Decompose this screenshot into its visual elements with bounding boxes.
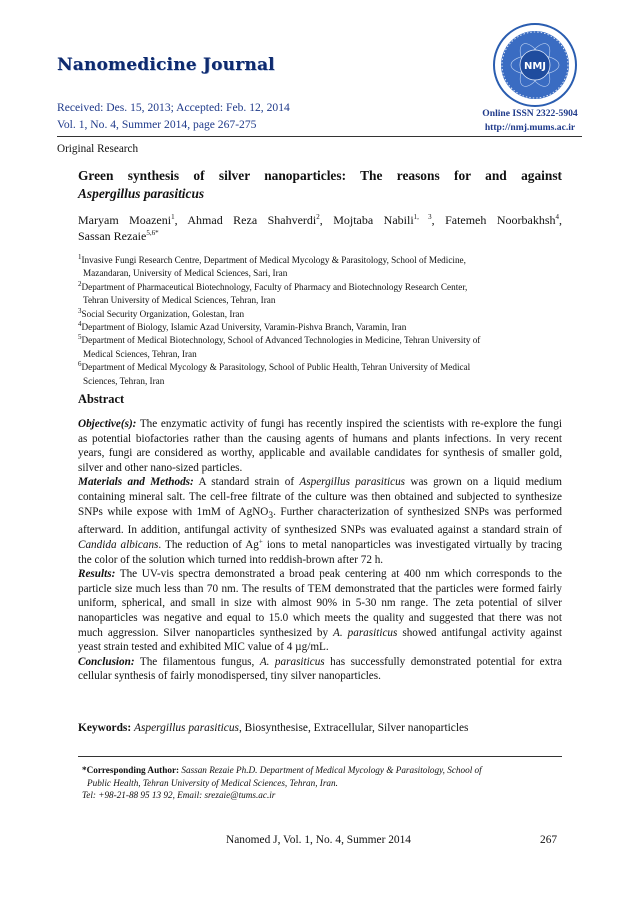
journal-logo (492, 22, 578, 108)
corresponding-line: Public Health, Tehran University of Medical Sciences, Tehran, Iran. (87, 777, 338, 788)
abstract-objective: Objective(s): The enzymatic activity of fungi has recently inspired the scientists with re-explore the fungi as potential biofactories rather than the causing agents of humans and plants infections. In very recent years, fungi are considered as worthy, applicable and available candidates for synthesis of smaller gold, silver and other nano-sized particles. (78, 418, 562, 474)
submission-info (57, 99, 290, 133)
affiliation-item-cont: Tehran University of Medical Sciences, Tehran, Iran (83, 295, 276, 306)
abstract-heading: Abstract (78, 392, 125, 406)
affiliation-item-cont: Mazandaran, University of Medical Sciences, Sari, Iran (83, 268, 288, 279)
affiliation-item-cont: Sciences, Tehran, Iran (83, 375, 165, 386)
title-line: Green synthesis of silver nanoparticles: The reasons for and against (78, 168, 562, 183)
logo-monogram: NMJ (523, 61, 547, 72)
affiliation-item: $^6$Department of Medical Mycology & Parasitology, School of Public Health, Tehran University of Medical (78, 360, 471, 373)
affiliation-item-cont: Medical Sciences, Tehran, Iran (83, 348, 197, 359)
title-species: Aspergillus parasiticus (78, 186, 205, 201)
footer-citation: Nanomed J, Vol. 1, No. 4, Summer 2014 (226, 834, 411, 846)
author-affil-ref: 4 (555, 213, 559, 221)
author-list: Maryam Moazeni$^1$, Ahmad Reza Shahverdi$^2$, Mojtaba Nabili$^{1, 3}$, Fatemeh Noorbakhsh$^4$, Sassan Rezaie$^{5,6*}$ (78, 213, 562, 243)
page-number: 267 (540, 834, 558, 846)
affiliation-item: $^5$Department of Medical Biotechnology, School of Advanced Technologies in Medicine, Tehran University of (78, 333, 481, 346)
corresponding-author (82, 764, 562, 802)
author-affil-ref: 1, 3 (413, 213, 432, 221)
author-name: Fatemeh Noorbakhsh (445, 213, 556, 227)
author-name: Mojtaba Nabili (333, 213, 414, 227)
author-affil-ref: 5,6* (146, 229, 159, 237)
affiliation-item: $^3$Social Security Organization, Golestan, Iran (78, 306, 245, 319)
corresponding-line: Sassan Rezaie Ph.D. Department of Medical Mycology & Parasitology, School of (181, 765, 482, 775)
keyword-species: Aspergillus parasiticus (134, 722, 239, 734)
header-divider (57, 136, 582, 137)
affiliations (78, 254, 562, 388)
paper-title (78, 167, 562, 203)
keywords-label: Keywords: (78, 722, 132, 734)
keywords (78, 722, 562, 734)
abstract-conclusion: Conclusion: The filamentous fungus, A. parasiticus has successfully demonstrated potential for extra cellular synthesis of fairly monodispersed, tiny silver nanoparticles. (78, 655, 563, 683)
abstract-body (78, 417, 562, 684)
author-name: Sassan Rezaie (78, 229, 147, 243)
affiliation-item: $^1$Invasive Fungi Research Centre, Department of Medical Mycology & Parasitology, School of Medicine, (78, 252, 466, 265)
author-name: Maryam Moazeni (78, 213, 172, 227)
footnote-divider (78, 756, 562, 757)
affiliation-item: $^2$Department of Pharmaceutical Biotechnology, Faculty of Pharmacy and Biotechnology Research Center, (78, 279, 468, 292)
journal-title: Nanomedicine Journal (57, 55, 275, 75)
journal-url[interactable]: http://nmj.mums.ac.ir (484, 122, 576, 133)
affiliation-item: $^4$Department of Biology, Islamic Azad University, Varamin-Pishva Branch, Varamin, Iran (78, 319, 407, 333)
received-line: Received: Des. 15, 2013; Accepted: Feb. 12, 2014 (57, 101, 290, 114)
corresponding-contact: Tel: +98-21-88 95 13 92, Email: srezaie@tums.ac.ir (82, 790, 276, 801)
author-affil-ref: 2 (316, 213, 320, 221)
keyword-list: , Biosynthesise, Extracellular, Silver nanoparticles (238, 722, 469, 734)
volume-line: Vol. 1, No. 4, Summer 2014, page 267-275 (57, 118, 257, 131)
author-affil-ref: 1 (171, 213, 175, 221)
section-label: Original Research (57, 143, 139, 155)
abstract-results: Results: The UV-vis spectra demonstrated a broad peak centering at 400 nm which corresponds to the particle size much less than 70 nm. The results of TEM demonstrated that the particles were formed fairly uniform, spherical, and small in size with almost 90% in 5-30 nm range. The zeta potential of silver nanoparticles was negative and equal to 15.0 which meets the quality and suggested that there was not much aggression. Silver nanoparticles synthesized by A. parasiticus showed antifungal activity against yeast strain tested and exhibited MIC value of 4 µg/mL. (78, 568, 563, 654)
corresponding-label: *Corresponding Author: (82, 765, 180, 775)
abstract-methods: Materials and Methods: A standard strain of Aspergillus parasiticus was grown on a liquid medium containing mineral salt. The cell-free filtrate of the culture was then obtained and subjected to synthesize SNPs while expose with 1mM of AgNO$_3$. Further characterization of synthesized SNPs was performed afterward. In addition, antifungal activity of synthesized SNPs was evaluated against a standard strain of Candida albicans. The reduction of Ag+ ions to metal nanoparticles was investigated virtually by tracing the color of the solution which turned into reddish-brown after 72 h. (78, 476, 563, 566)
issn-block (464, 107, 596, 135)
author-name: Ahmad Reza Shahverdi (187, 213, 317, 227)
issn: Online ISSN 2322-5904 (482, 108, 578, 119)
